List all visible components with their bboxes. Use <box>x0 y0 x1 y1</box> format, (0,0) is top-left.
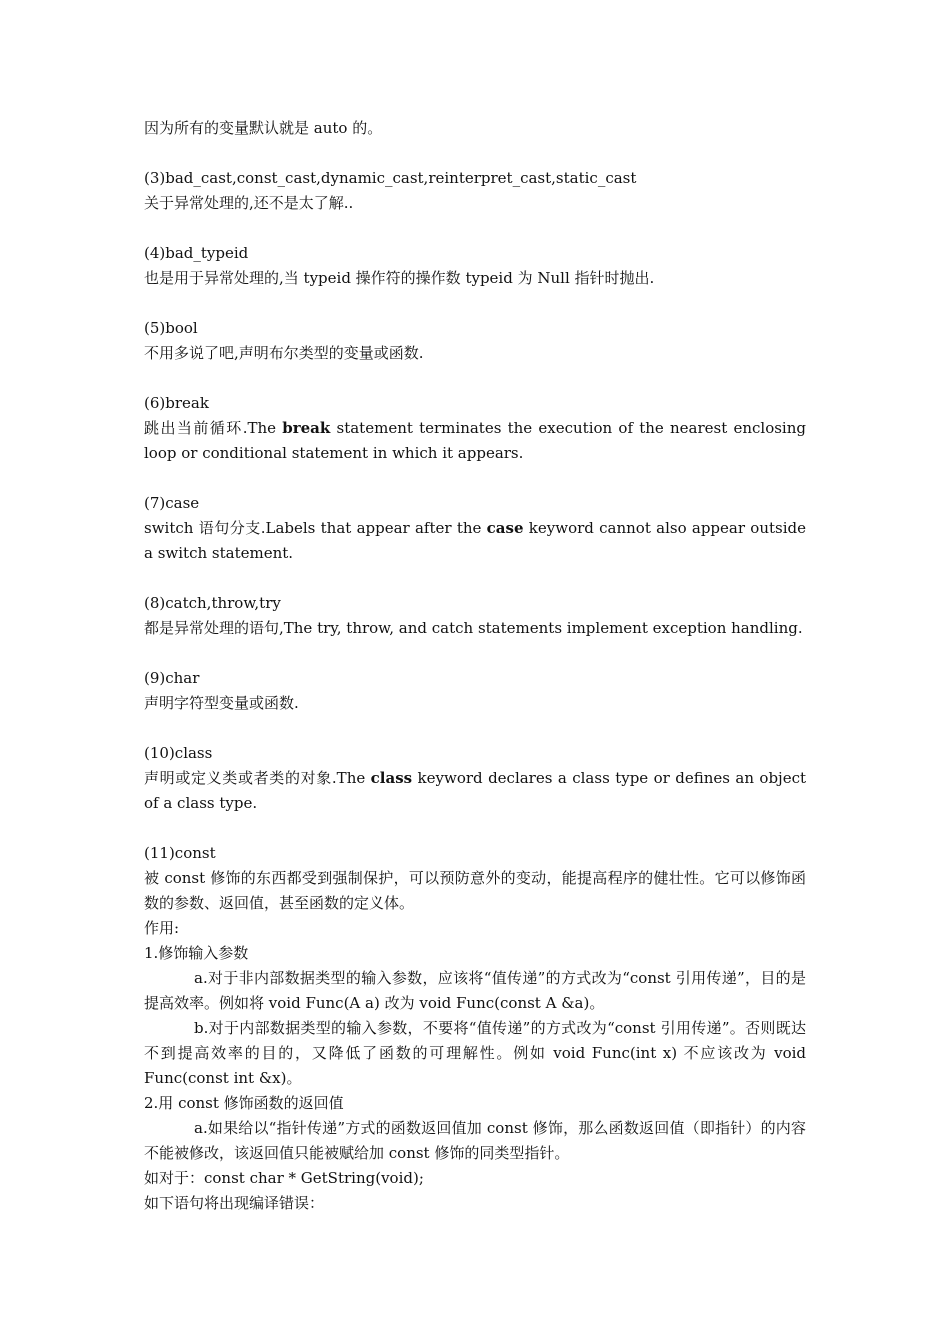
section-7-text-post: keyword cannot also appear outside a switch statement. <box>144 519 806 562</box>
section-11-example: 如对于：const char * GetString(void); <box>144 1169 424 1187</box>
section-11-item-2a: a.如果给以“指针传递”方式的函数返回值加 const 修饰，那么函数返回值（即指针）的内容不能被修改，该返回值只能被赋给加 const 修饰的同类型指针。 <box>144 1119 806 1162</box>
spacer <box>144 291 806 316</box>
section-6-heading: (6)break <box>144 394 209 412</box>
section-7-keyword: case <box>486 519 524 537</box>
spacer <box>144 641 806 666</box>
section-11-usage-label: 作用: <box>144 919 180 937</box>
section-11-example-next: 如下语句将出现编译错误： <box>144 1194 325 1212</box>
section-7-text-pre: switch 语句分支.Labels that appear after the <box>144 519 487 537</box>
section-10-body <box>144 766 806 816</box>
section-10-keyword: class <box>370 769 413 787</box>
section-3-heading: (3)bad_cast,const_cast,dynamic_cast,reinterpret_cast,static_cast <box>144 169 637 187</box>
section-8-body: 都是异常处理的语句,The try, throw, and catch statements implement exception handling. <box>144 619 803 637</box>
section-11-paragraph: 被 const 修饰的东西都受到强制保护，可以预防意外的变动，能提高程序的健壮性。它可以修饰函数的参数、返回值，甚至函数的定义体。 <box>144 869 806 912</box>
section-11-heading: (11)const <box>144 844 216 862</box>
section-6-text-pre: 跳出当前循环.The <box>144 419 283 437</box>
section-11-item-1: 1.修饰输入参数 <box>144 944 249 962</box>
section-9-heading: (9)char <box>144 669 200 687</box>
spacer <box>144 216 806 241</box>
spacer <box>144 566 806 591</box>
spacer <box>144 141 806 166</box>
section-7-body <box>144 516 806 566</box>
section-6-body <box>144 416 806 466</box>
section-3-body: 关于异常处理的,还不是太了解.. <box>144 194 354 212</box>
spacer <box>144 366 806 391</box>
section-5-heading: (5)bool <box>144 319 198 337</box>
document-body <box>144 116 806 1216</box>
section-10-text-pre: 声明或定义类或者类的对象.The <box>144 769 371 787</box>
spacer <box>144 466 806 491</box>
section-11-item-2: 2.用 const 修饰函数的返回值 <box>144 1094 344 1112</box>
section-4-heading: (4)bad_typeid <box>144 244 249 262</box>
section-9-body: 声明字符型变量或函数. <box>144 694 299 712</box>
section-11-item-1a: a.对于非内部数据类型的输入参数，应该将“值传递”的方式改为“const 引用传递”，目的是提高效率。例如将 void Func(A a) 改为 void Func(const A &a)。 <box>144 969 806 1012</box>
section-7-heading: (7)case <box>144 494 200 512</box>
spacer <box>144 816 806 841</box>
section-10-text-post: keyword declares a class type or defines an object of a class type. <box>144 769 806 812</box>
section-4-body: 也是用于异常处理的,当 typeid 操作符的操作数 typeid 为 Null 指针时抛出. <box>144 269 655 287</box>
section-6-text-post: statement terminates the execution of the nearest enclosing loop or conditional statement in which it appears. <box>144 419 806 462</box>
section-8-heading: (8)catch,throw,try <box>144 594 281 612</box>
spacer <box>144 716 806 741</box>
section-11-item-1b: b.对于内部数据类型的输入参数，不要将“值传递”的方式改为“const 引用传递”。否则既达不到提高效率的目的，又降低了函数的可理解性。例如 void Func(int x) 不应该改为 void Func(const int &x)。 <box>144 1019 806 1087</box>
section-5-body: 不用多说了吧,声明布尔类型的变量或函数. <box>144 344 424 362</box>
intro-line: 因为所有的变量默认就是 auto 的。 <box>144 119 383 137</box>
section-10-heading: (10)class <box>144 744 213 762</box>
section-6-keyword: break <box>282 419 331 437</box>
